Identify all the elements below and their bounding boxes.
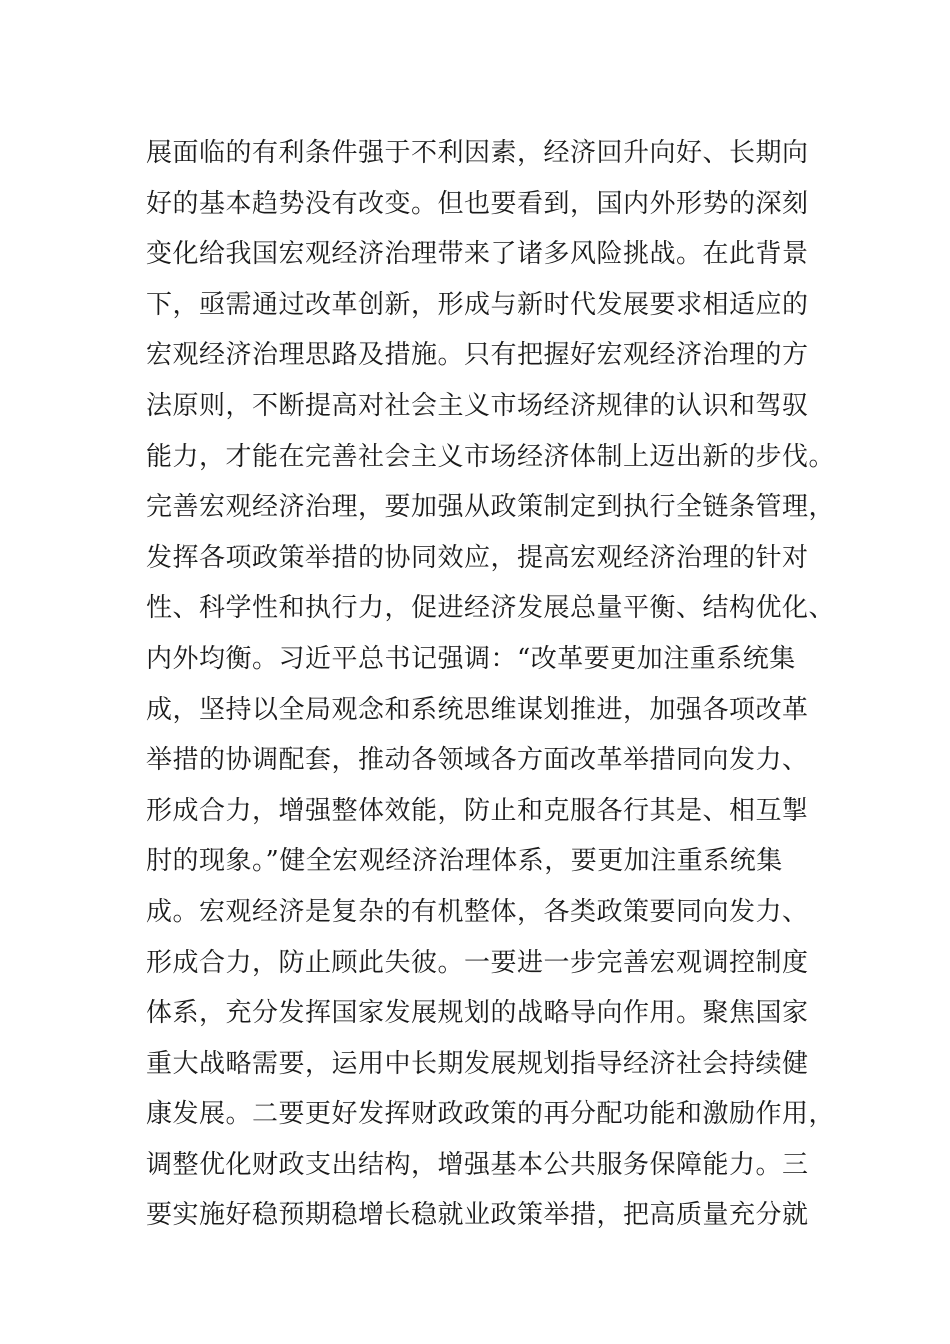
- text-line: 发挥各项政策举措的协同效应，提高宏观经济治理的针对: [146, 542, 809, 573]
- text-line: 内外均衡。习近平总书记强调：“改革要更加注重系统集: [146, 643, 796, 674]
- text-line: 下，亟需通过改革创新，形成与新时代发展要求相适应的: [146, 289, 809, 320]
- text-line: 形成合力，增强整体效能，防止和克服各行其是、相互掣: [146, 795, 809, 826]
- text-line: 成，坚持以全局观念和系统思维谋划推进，加强各项改革: [146, 694, 809, 725]
- text-line: 成。宏观经济是复杂的有机整体，各类政策要同向发力、: [146, 896, 809, 927]
- body-text: [146, 128, 836, 1241]
- text-line: 体系，充分发挥国家发展规划的战略导向作用。聚焦国家: [146, 998, 809, 1029]
- text-line: 完善宏观经济治理，要加强从政策制定到执行全链条管理，: [146, 492, 836, 523]
- text-line: 性、科学性和执行力，促进经济发展总量平衡、结构优化、: [146, 593, 836, 624]
- text-line: 形成合力，防止顾此失彼。一要进一步完善宏观调控制度: [146, 947, 809, 978]
- text-line: 变化给我国宏观经济治理带来了诸多风险挑战。在此背景: [146, 239, 809, 270]
- text-line: 好的基本趋势没有改变。但也要看到，国内外形势的深刻: [146, 188, 809, 219]
- text-line: 宏观经济治理思路及措施。只有把握好宏观经济治理的方: [146, 340, 809, 371]
- text-line: 调整优化财政支出结构，增强基本公共服务保障能力。三: [146, 1149, 809, 1180]
- text-line: 重大战略需要，运用中长期发展规划指导经济社会持续健: [146, 1048, 809, 1079]
- text-line: 肘的现象。”健全宏观经济治理体系，要更加注重系统集: [146, 846, 783, 877]
- text-line: 康发展。二要更好发挥财政政策的再分配功能和激励作用，: [146, 1099, 836, 1130]
- text-line: 要实施好稳预期稳增长稳就业政策举措，把高质量充分就: [146, 1200, 809, 1231]
- text-line: 展面临的有利条件强于不利因素，经济回升向好、长期向: [146, 138, 809, 168]
- text-line: 举措的协调配套，推动各领域各方面改革举措同向发力、: [146, 745, 809, 776]
- text-line: 法原则，不断提高对社会主义市场经济规律的认识和驾驭: [146, 390, 809, 421]
- text-line: 能力，才能在完善社会主义市场经济体制上迈出新的步伐。: [146, 441, 836, 472]
